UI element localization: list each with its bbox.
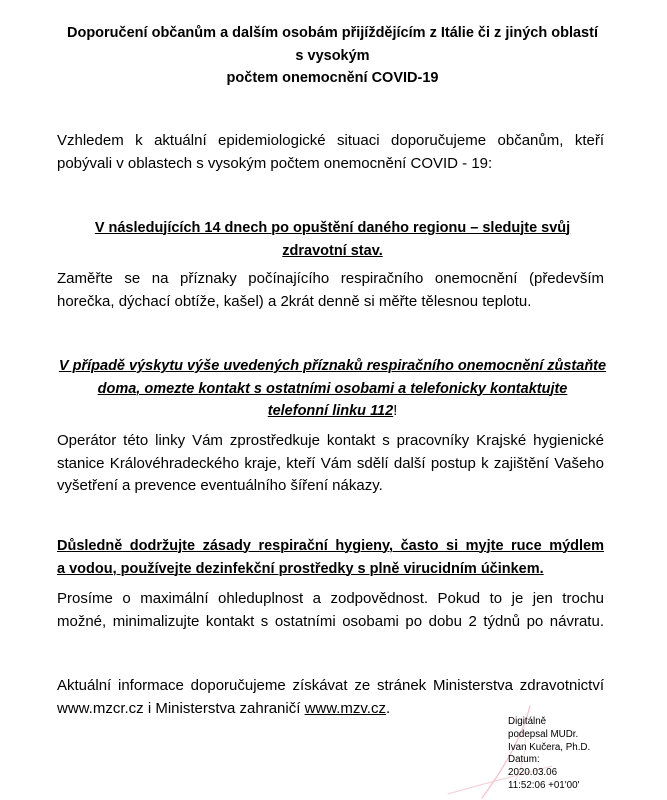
health-ministry-site: www.mzcr.cz xyxy=(57,699,144,717)
emergency-line-text: telefonní linku 112 xyxy=(267,403,394,420)
monitor-heading-line: zdravotní stav. xyxy=(282,242,383,259)
foreign-ministry-link[interactable]: www.mzv.cz xyxy=(304,699,386,717)
operator-paragraph xyxy=(57,430,604,498)
operator-line: stanice Královéhradeckého kraje, kteří Vám sdělí další postup k zajištění Vašeho xyxy=(57,454,604,472)
monitor-health-heading xyxy=(40,217,625,262)
symptoms-line: horečka, dýchací obtíže, kašel) a 2krát denně si měřte tělesnou teplotu. xyxy=(57,292,532,310)
signature-line: Digitálně xyxy=(508,716,547,727)
title-line: počtem onemocnění COVID-19 xyxy=(226,70,439,87)
caution-paragraph xyxy=(57,588,604,633)
intro-line: pobývali v oblastech s vysokým počtem onemocnění COVID - 19: xyxy=(57,154,493,172)
exclamation-mark: ! xyxy=(393,403,398,420)
title-line: s vysokým xyxy=(295,47,370,64)
signature-line: Datum: xyxy=(508,754,540,766)
hygiene-heading-line: a vodou, používejte dezinfekční prostředky s plně virucidním účinkem. xyxy=(57,560,544,577)
digital-signature-block xyxy=(508,716,590,793)
info-line: Aktuální informace doporučujeme získávat ze stránek Ministerstva zdravotnictví xyxy=(57,677,604,694)
info-end-mark: . xyxy=(385,699,391,717)
document-title xyxy=(40,22,625,90)
signature-line: 2020.03.06 xyxy=(508,767,558,779)
caution-line: možné, minimalizujte kontakt s ostatními osobami po dobu 2 týdnů po návratu. xyxy=(57,612,604,630)
hygiene-heading-line: Důsledně dodržujte zásady respirační hygieny, často si myjte ruce mýdlem xyxy=(57,538,604,554)
title-line: Doporučení občanům a dalším osobám přijíždějícím z Itálie či z jiných oblastí xyxy=(67,25,598,41)
signature-line: podepsal MUDr. xyxy=(508,728,579,740)
stay-home-heading-line: V případě výskytu výše uvedených příznaků respiračního onemocnění zůstaňte xyxy=(58,358,607,374)
hygiene-heading xyxy=(57,535,604,580)
intro-line: Vzhledem k aktuální epidemiologické situaci doporučujeme občanům, kteří xyxy=(57,132,604,149)
operator-line: vyšetření a prevence eventuálního šíření nákazy. xyxy=(57,477,383,495)
monitor-heading-line: V následujících 14 dnech po opuštění daného regionu – sledujte svůj xyxy=(94,220,571,236)
stay-home-heading-line xyxy=(40,400,625,423)
signature-line: Ivan Kučera, Ph.D. xyxy=(508,741,591,753)
operator-line: Operátor této linky Vám zprostředkuje kontakt s pracovníky Krajské hygienické xyxy=(57,432,604,449)
caution-line: Prosíme o maximální ohleduplnost a zodpovědnost. Pokud to je jen trochu xyxy=(57,590,604,607)
symptoms-line: Zaměřte se na příznaky počínajícího respiračního onemocnění (především xyxy=(57,270,604,287)
intro-paragraph xyxy=(57,130,604,175)
stay-home-heading-line: doma, omezte kontakt s ostatními osobami a telefonicky kontaktujte xyxy=(97,380,568,397)
signature-line: 11:52:06 +01'00' xyxy=(508,779,580,791)
info-connector: i Ministerstva zahraničí xyxy=(147,699,301,717)
stay-home-heading xyxy=(40,355,625,423)
symptoms-paragraph xyxy=(57,268,604,313)
